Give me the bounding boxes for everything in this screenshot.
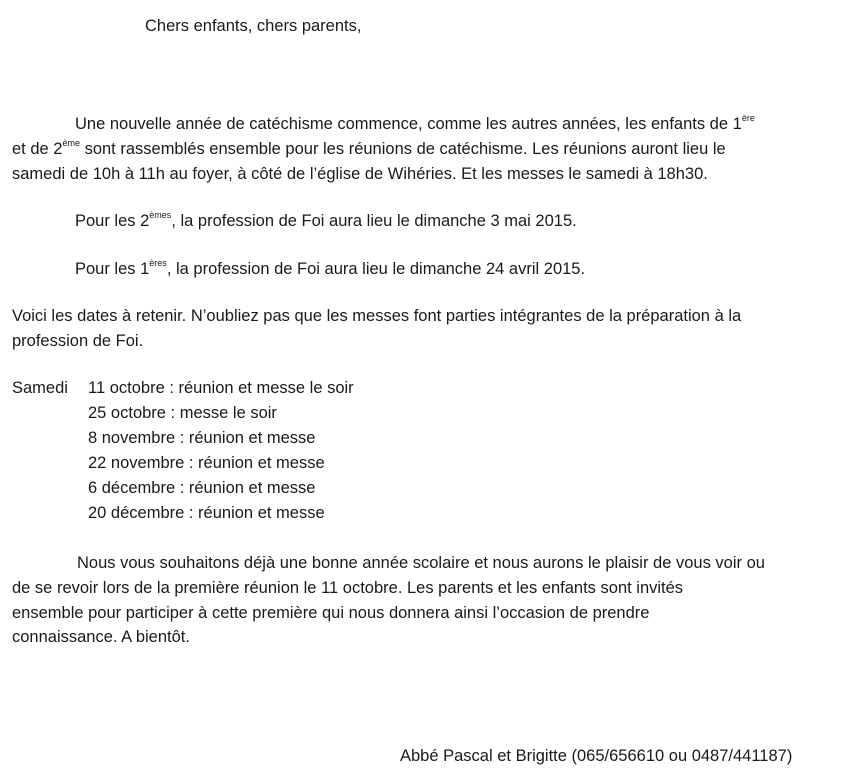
closing-line-3: ensemble pour participer à cette première qui nous donnera ainsi l’occasion de prendre xyxy=(12,604,650,622)
profession-second-year xyxy=(75,211,577,231)
schedule-day-label: Samedi xyxy=(12,379,68,397)
intro-line-2-superscript: ème xyxy=(62,137,80,148)
reminder-line-1: Voici les dates à retenir. N’oubliez pas que les messes font parties intégrantes de la préparation à la xyxy=(12,307,742,325)
profession-second-end: , la profession de Foi aura lieu le dimanche 3 mai 2015. xyxy=(171,212,577,230)
profession-first-superscript: ères xyxy=(149,257,167,268)
profession-second-start: Pour les 2 xyxy=(75,212,150,230)
intro-line-3: samedi de 10h à 11h au foyer, à côté de l’église de Wihéries. Et les messes le samedi à 18h30. xyxy=(12,165,708,183)
closing-line-2: de se revoir lors de la première réunion le 11 octobre. Les parents et les enfants sont invités xyxy=(12,579,684,597)
intro-line-1 xyxy=(75,114,755,134)
schedule-date-item: 11 octobre : réunion et messe le soir xyxy=(88,379,354,397)
schedule-date-item: 22 novembre : réunion et messe xyxy=(88,454,325,472)
profession-first-start: Pour les 1 xyxy=(75,260,150,278)
closing-line-1: Nous vous souhaitons déjà une bonne année scolaire et nous aurons le plaisir de vous voir ou xyxy=(77,554,765,572)
schedule-date-item: 6 décembre : réunion et messe xyxy=(88,479,316,497)
closing-line-4: connaissance. A bientôt. xyxy=(12,628,190,646)
signature: Abbé Pascal et Brigitte (065/656610 ou 0487/441187) xyxy=(400,747,793,765)
schedule-date-item: 20 décembre : réunion et messe xyxy=(88,504,325,522)
schedule-date-item: 8 novembre : réunion et messe xyxy=(88,429,316,447)
profession-first-year xyxy=(75,259,585,279)
schedule-date-item: 25 octobre : messe le soir xyxy=(88,404,277,422)
profession-second-superscript: èmes xyxy=(149,209,172,220)
reminder-line-2: profession de Foi. xyxy=(12,332,144,350)
intro-line-2-end: sont rassemblés ensemble pour les réunions de catéchisme. Les réunions auront lieu le xyxy=(79,140,726,158)
intro-line-2-start: et de 2 xyxy=(12,140,63,158)
intro-line-1-text: Une nouvelle année de catéchisme commence, comme les autres années, les enfants de 1 xyxy=(75,115,742,133)
greeting: Chers enfants, chers parents, xyxy=(145,17,362,35)
profession-first-end: , la profession de Foi aura lieu le dimanche 24 avril 2015. xyxy=(166,260,586,278)
intro-line-2 xyxy=(12,139,726,159)
intro-line-1-superscript: ère xyxy=(741,112,755,123)
